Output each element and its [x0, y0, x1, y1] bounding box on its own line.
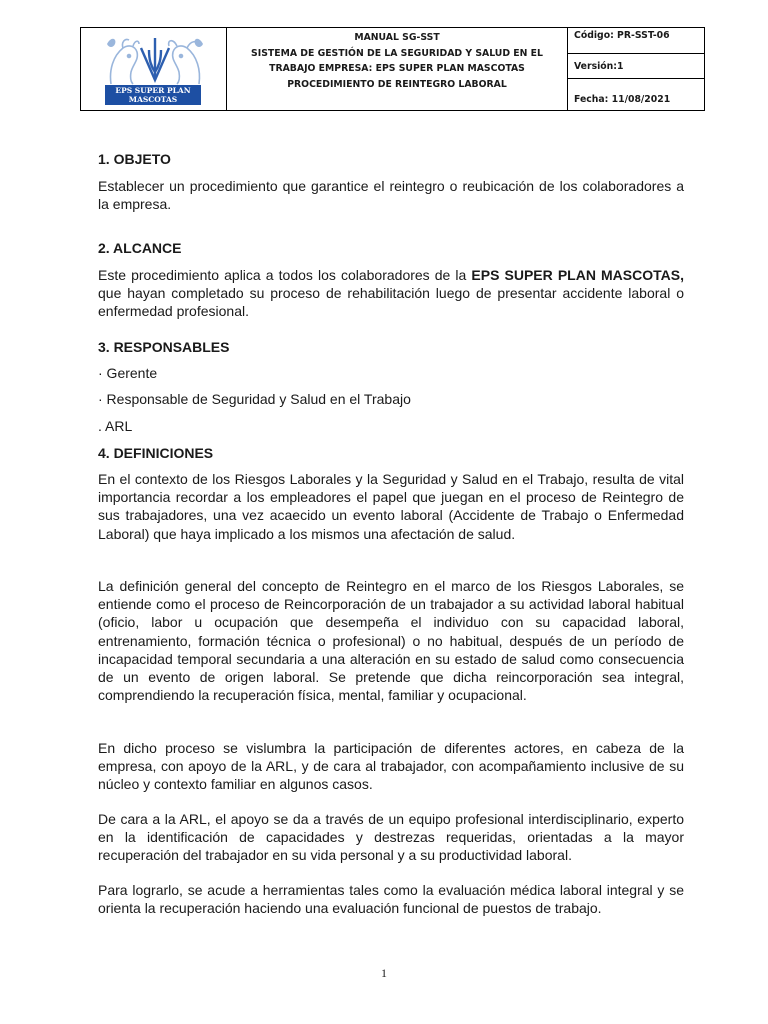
alcance-text-after: que hayan completado su proceso de rehabilitación luego de presentar accidente laboral o enfermedad profesional.: [98, 285, 684, 320]
system-title-line2: TRABAJO EMPRESA: EPS SUPER PLAN MASCOTAS: [269, 63, 525, 74]
pets-logo-icon: [101, 34, 209, 86]
logo-text-line1: EPS SUPER PLAN: [115, 86, 191, 95]
definiciones-paragraph: En dicho proceso se vislumbra la participación de diferentes actores, en cabeza de la empresa, con apoyo de la ARL, y de cara al trabajador, con acompañamiento inclusive de su núcleo y contexto familiar en algunos casos.: [98, 740, 684, 793]
manual-title: MANUAL SG-SST: [354, 32, 440, 43]
document-date: Fecha: 11/08/2021: [574, 94, 671, 105]
definiciones-paragraph: Para lograrlo, se acude a herramientas tales como la evaluación médica laboral integral y se orienta la recuperación haciendo una evaluación funcional de puestos de trabajo.: [98, 882, 684, 917]
responsable-item: · Responsable de Seguridad y Salud en el Trabajo: [98, 391, 411, 407]
logo-text-line2: MASCOTAS: [128, 95, 178, 104]
section-heading-objeto: 1. OBJETO: [98, 151, 171, 167]
procedure-title: PROCEDIMIENTO DE REINTEGRO LABORAL: [287, 78, 507, 90]
paragraph-objeto: Establecer un procedimiento que garantice el reintegro o reubicación de los colaboradores a la empresa.: [98, 178, 684, 213]
alcance-text-before: Este procedimiento aplica a todos los colaboradores de la: [98, 267, 472, 283]
definiciones-paragraph: La definición general del concepto de Reintegro en el marco de los Riesgos Laborales, se entiende como el proceso de Reincorporación de un trabajador a su actividad laboral habitual (oficio, labor u ocupación que desempeña el individuo con su capacidad laboral, entrenamiento, formación técnica o profesional) o no habitual, después de un período de incapacidad temporal secundaria a una alteración en su estado de salud como consecuencia de un evento de origen laboral. Se pretende que dicha reincorporación sea integral, comprendiendo la recuperación física, mental, familiar y ocupacional.: [98, 578, 684, 704]
section-heading-definiciones: 4. DEFINICIONES: [98, 445, 214, 461]
responsable-item: . ARL: [98, 418, 133, 434]
document-code: Código: PR-SST-06: [568, 28, 704, 54]
document-version: Versión:1: [568, 54, 704, 79]
definiciones-paragraph: En el contexto de los Riesgos Laborales y la Seguridad y Salud en el Trabajo, resulta de vital importancia recordar a los empleadores el papel que juegan en el proceso de Reintegro de sus trabajadores, una vez acaecido un evento laboral (Accidente de Trabajo o Enfermedad Laboral) que haya implicado a los mismos una afectación de salud.: [98, 471, 684, 542]
company-name: EPS SUPER PLAN MASCOTAS,: [471, 267, 684, 283]
responsable-item: · Gerente: [98, 365, 158, 381]
definiciones-paragraph: De cara a la ARL, el apoyo se da a través de un equipo profesional interdisciplinario, experto en la identificación de capacidades y destrezas requeridas, orientadas a la mayor recuperación del trabajador en su vida personal y a su productividad laboral.: [98, 811, 684, 864]
system-title-line1: SISTEMA DE GESTIÓN DE LA SEGURIDAD Y SALUD EN EL: [251, 47, 543, 59]
logo-banner: [105, 85, 201, 105]
logo-cell: [81, 28, 227, 110]
section-heading-responsables: 3. RESPONSABLES: [98, 339, 230, 355]
document-header-table: [80, 27, 705, 111]
section-heading-alcance: 2. ALCANCE: [98, 240, 182, 256]
header-title-cell: [227, 28, 568, 110]
page-number: 1: [381, 966, 387, 980]
paragraph-alcance: [98, 266, 684, 321]
header-meta-cell: [568, 28, 704, 110]
